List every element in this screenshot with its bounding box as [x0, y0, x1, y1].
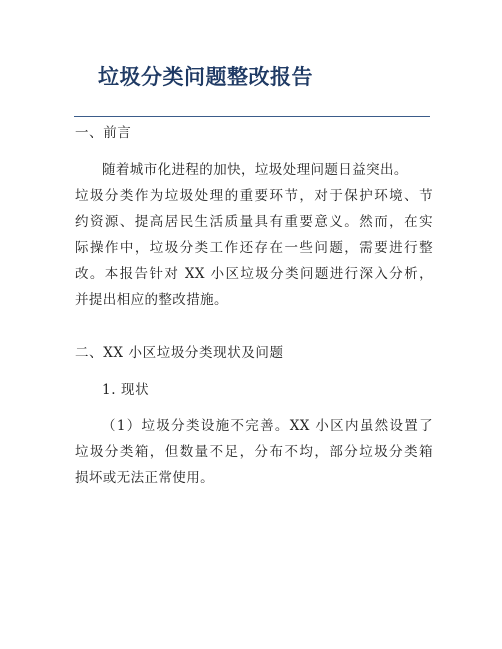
- document-title: 垃圾分类问题整改报告: [98, 65, 313, 89]
- paragraph-line: 垃圾分类箱，但数量不足，分布不均，部分垃圾分类箱: [75, 444, 433, 460]
- paragraph-line: 垃圾分类作为垃圾处理的重要环节，对于保护环境、节: [75, 188, 433, 204]
- section-heading-status: 二、XX 小区垃圾分类现状及问题: [75, 345, 284, 361]
- paragraph-line: （1）垃圾分类设施不完善。XX 小区内虽然设置了: [102, 418, 433, 434]
- paragraph-line: 改。本报告针对 XX 小区垃圾分类问题进行深入分析，: [75, 266, 433, 282]
- paragraph-line: 损坏或无法正常使用。: [75, 470, 214, 486]
- paragraph-line: 约资源、提高居民生活质量具有重要意义。然而，在实: [75, 214, 433, 230]
- section-heading-preface: 一、前言: [75, 125, 132, 141]
- preface-paragraph: [75, 157, 433, 313]
- paragraph-line: 并提出相应的整改措施。: [75, 292, 228, 308]
- paragraph-line: 际操作中，垃圾分类工作还存在一些问题，需要进行整: [75, 240, 433, 256]
- paragraph-line: 随着城市化进程的加快，垃圾处理问题日益突出。: [102, 162, 408, 178]
- status-paragraph: [75, 413, 433, 491]
- title-divider: [74, 116, 430, 117]
- subsection-heading-status: 1. 现状: [102, 382, 150, 398]
